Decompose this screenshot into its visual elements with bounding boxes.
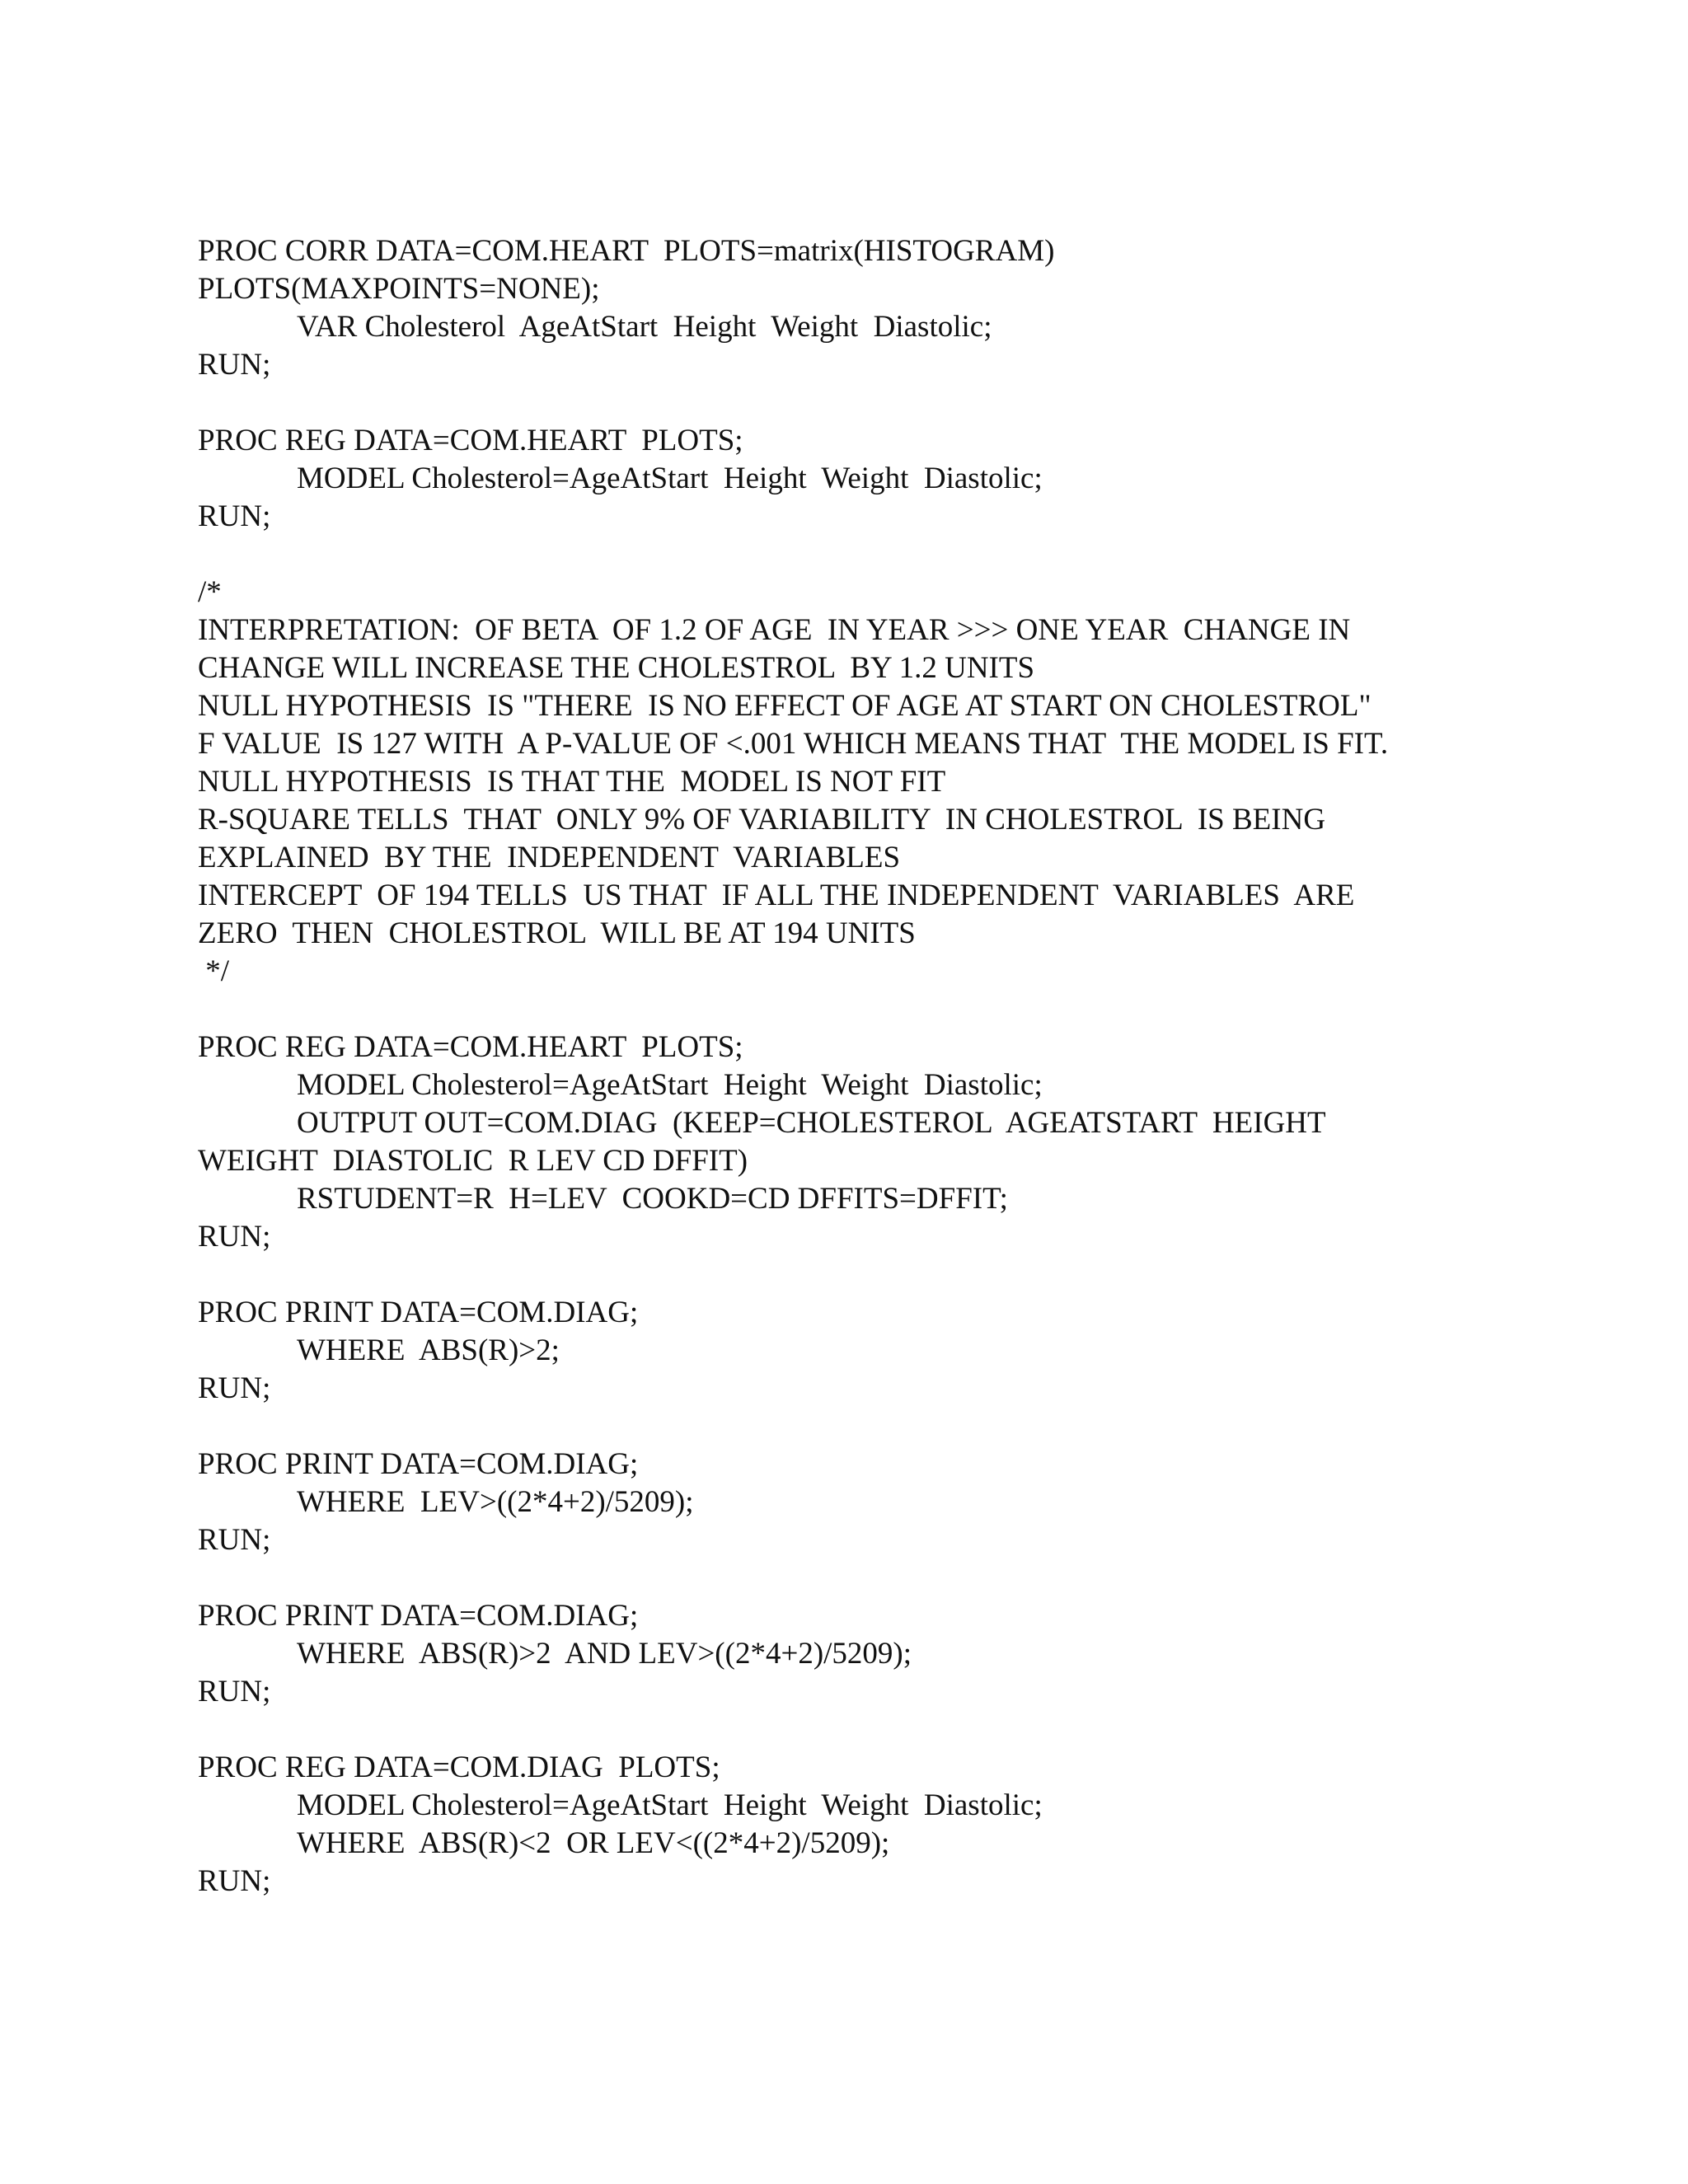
- code-line: WEIGHT DIASTOLIC R LEV CD DFFIT): [198, 1144, 748, 1178]
- code-line: PROC CORR DATA=COM.HEART PLOTS=matrix(HISTOGRAM): [198, 234, 1055, 268]
- code-line: NULL HYPOTHESIS IS "THERE IS NO EFFECT OF AGE AT START ON CHOLESTROL": [198, 689, 1372, 723]
- code-line: R-SQUARE TELLS THAT ONLY 9% OF VARIABILITY IN CHOLESTROL IS BEING: [198, 803, 1326, 837]
- code-line: INTERPRETATION: OF BETA OF 1.2 OF AGE IN YEAR >>> ONE YEAR CHANGE IN: [198, 613, 1351, 647]
- code-line: CHANGE WILL INCREASE THE CHOLESTROL BY 1.2 UNITS: [198, 651, 1035, 685]
- code-line: MODEL Cholesterol=AgeAtStart Height Weight Diastolic;: [297, 1068, 1043, 1102]
- code-line: RUN;: [198, 499, 271, 533]
- code-line: RUN;: [198, 1864, 271, 1898]
- code-line: RUN;: [198, 1220, 271, 1254]
- code-line: PROC REG DATA=COM.HEART PLOTS;: [198, 1030, 743, 1064]
- blank-line: [198, 1711, 1599, 1749]
- code-line: VAR Cholesterol AgeAtStart Height Weight Diastolic;: [297, 310, 992, 344]
- code-line: ZERO THEN CHOLESTROL WILL BE AT 194 UNITS: [198, 916, 916, 950]
- code-line: RUN;: [198, 1523, 271, 1557]
- code-line: MODEL Cholesterol=AgeAtStart Height Weight Diastolic;: [297, 1788, 1043, 1822]
- code-line: EXPLAINED BY THE INDEPENDENT VARIABLES: [198, 841, 901, 874]
- code-line: PROC PRINT DATA=COM.DIAG;: [198, 1447, 639, 1481]
- blank-line: [198, 1559, 1599, 1597]
- code-line: PROC PRINT DATA=COM.DIAG;: [198, 1599, 639, 1633]
- code-line: RUN;: [198, 1675, 271, 1708]
- code-line: WHERE ABS(R)>2 AND LEV>((2*4+2)/5209);: [297, 1637, 912, 1671]
- code-line: PROC REG DATA=COM.DIAG PLOTS;: [198, 1750, 720, 1784]
- code-line: F VALUE IS 127 WITH A P-VALUE OF <.001 WHICH MEANS THAT THE MODEL IS FIT.: [198, 727, 1389, 761]
- code-line: RUN;: [198, 348, 271, 382]
- code-line: NULL HYPOTHESIS IS THAT THE MODEL IS NOT FIT: [198, 765, 946, 799]
- code-line: MODEL Cholesterol=AgeAtStart Height Weight Diastolic;: [297, 462, 1043, 495]
- blank-line: [198, 1256, 1599, 1294]
- blank-line: [198, 536, 1599, 574]
- code-line: PLOTS(MAXPOINTS=NONE);: [198, 272, 600, 306]
- code-line: /*: [198, 575, 222, 609]
- code-line: WHERE ABS(R)<2 OR LEV<((2*4+2)/5209);: [297, 1826, 890, 1860]
- code-line: PROC PRINT DATA=COM.DIAG;: [198, 1296, 639, 1329]
- code-listing: [198, 232, 1599, 1900]
- code-line: INTERCEPT OF 194 TELLS US THAT IF ALL THE INDEPENDENT VARIABLES ARE: [198, 879, 1355, 912]
- blank-line: [198, 1408, 1599, 1446]
- code-line: RUN;: [198, 1371, 271, 1405]
- code-line: WHERE ABS(R)>2;: [297, 1333, 560, 1367]
- code-line: WHERE LEV>((2*4+2)/5209);: [297, 1485, 694, 1519]
- blank-line: [198, 991, 1599, 1029]
- code-line: OUTPUT OUT=COM.DIAG (KEEP=CHOLESTEROL AGEATSTART HEIGHT: [297, 1106, 1326, 1140]
- blank-line: [198, 384, 1599, 422]
- code-line: */: [198, 954, 230, 988]
- code-line: PROC REG DATA=COM.HEART PLOTS;: [198, 424, 743, 457]
- code-line: RSTUDENT=R H=LEV COOKD=CD DFFITS=DFFIT;: [297, 1182, 1008, 1216]
